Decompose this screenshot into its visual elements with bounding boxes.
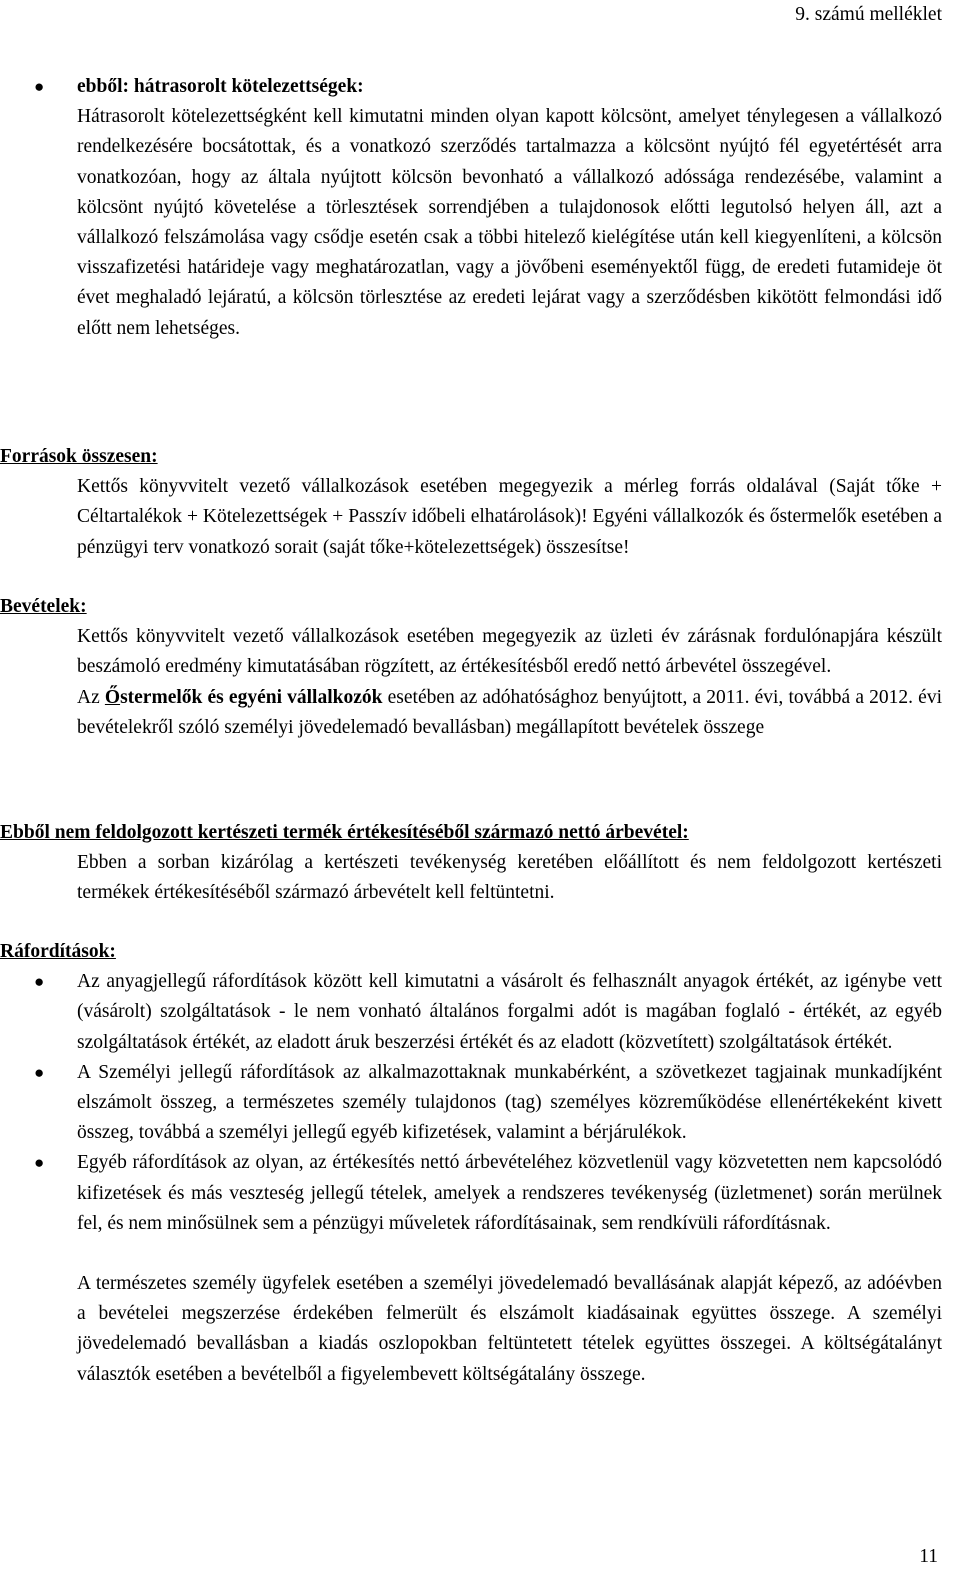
expenditures-bullet-1	[0, 967, 942, 1058]
expenditures-section	[0, 937, 960, 1390]
expenditures-closing: A természetes személy ügyfelek esetében a személyi jövedelemadó bevallásának alapját képező, az adóévben a bevételei megszerzése érdekében felmerült és elszámolt kiadásainak együttes összege. A személyi jövedelemadó bevallásban a kiadás oszlopokban feltüntetett tételek együttes összegei. A költségátalányt választók esetében a bevételből a figyelembevett költségátalány összege.	[77, 1273, 942, 1385]
page-number: 11	[919, 1546, 938, 1567]
revenues-body-2	[0, 683, 942, 743]
expenditures-bullet-3	[0, 1148, 942, 1239]
expenditures-heading: Ráfordítások:	[0, 941, 116, 962]
revenues-body-1: Kettős könyvvitelt vezető vállalkozások esetében megegyezik az üzleti év zárásnak fordulónapjára készült beszámoló eredmény kimutatásában rögzített, az értékesítésből eredő nettó árbevétel összegével.	[77, 626, 942, 678]
annex-label: 9. számú melléklet	[795, 4, 942, 25]
revenues-body-2-underlined: Ő	[104, 686, 121, 708]
horticulture-section	[0, 818, 960, 909]
subordinated-liabilities-section	[0, 72, 960, 344]
revenues-section	[0, 592, 960, 743]
bullet-icon: ●	[34, 1062, 45, 1082]
sources-total-section	[0, 442, 960, 563]
expenditures-bullet-2	[0, 1058, 942, 1149]
subordinated-liabilities-body: Hátrasorolt kötelezettségként kell kimutatni minden olyan kapott kölcsönt, amelyet ténylegesen a vállalkozó rendelkezésére bocsátottak, és a vonatkozó szerződés tartalmazza a kölcsönt nyújtó fél egyetértését arra vonatkozóan, hogy az általa nyújtott kölcsön bevonható a vállalkozó adóssága rendezésébe, valamint a kölcsönt nyújtó követelése a törlesztések sorrendjében a tulajdonosok előtti legutolsó helyen áll, azt a vállalkozó felszámolása vagy csődje esetén csak a többi hitelező kielégítése után kell kiegyenlíteni, a kölcsön visszafizetési határideje vagy meghatározatlan, vagy a jövőbeni eseményektől függ, de eredeti futamideje öt évet meghaladó lejáratú, a kölcsön törlesztése az eredeti lejárat vagy a szerződésben kikötött felmondási idő előtt nem lehetséges.	[77, 106, 942, 339]
subordinated-liabilities-item	[0, 72, 942, 344]
expenditures-bullet-3-text: Egyéb ráfordítások az olyan, az értékesítés nettó árbevételéhez közvetlenül vagy közvetetten nem kapcsolódó kifizetések és más veszteség jellegű tételek, amelyek a rendszeres tevékenység (üzletmenet) során merülnek fel, és nem minősülnek sem a pénzügyi műveletek ráfordításainak, sem rendkívüli ráfordításnak.	[77, 1152, 942, 1234]
subordinated-liabilities-title: ebből: hátrasorolt kötelezettségek:	[77, 76, 364, 97]
expenditures-bullet-1-text: Az anyagjellegű ráfordítások között kell kimutatni a vásárolt és felhasznált anyagok értékét, az igénybe vett (vásárolt) szolgáltatások - le nem vonható általános forgalmi adót is magában foglaló - értékét, az egyéb szolgáltatások értékét, az eladott áruk beszerzési értékét és az eladott (közvetített) szolgáltatások értékét.	[77, 971, 942, 1053]
revenues-heading: Bevételek:	[0, 596, 87, 617]
horticulture-body: Ebben a sorban kizárólag a kertészeti tevékenység keretében előállított és nem feldolgozott kertészeti termékek értékesítéséből származó árbevételt kell feltüntetni.	[77, 852, 942, 904]
sources-total-body: Kettős könyvvitelt vezető vállalkozások esetében megegyezik a mérleg forrás oldalával (Saját tőke + Céltartalékok + Kötelezettségek + Passzív időbeli elhatárolások)! Egyéni vállalkozók és őstermelők esetében a pénzügyi terv vonatkozó sorait (saját tőke+kötelezettségek) összesítse!	[77, 476, 942, 558]
horticulture-heading: Ebből nem feldolgozott kertészeti termék értékesítéséből származó nettó árbevétel:	[0, 822, 689, 843]
revenues-body-2-prefix: Az	[77, 686, 105, 708]
expenditures-bullet-2-text: A Személyi jellegű ráfordítások az alkalmazottaknak munkabérként, a szövetkezet tagjainak munkadíjként elszámolt összeg, a természetes személy tulajdonos (tag) személyes közreműködése ellenértékeként kivett összeg, továbbá a személyi jellegű egyéb kifizetések, valamint a bérjárulékok.	[77, 1061, 942, 1144]
bullet-icon: ●	[34, 77, 45, 96]
revenues-body-2-bold: stermelők és egyéni vállalkozók	[120, 686, 383, 708]
bullet-icon: ●	[34, 1153, 45, 1173]
revenues-body-2-rest: esetében az adóhatósághoz benyújtott, a 2011. évi, továbbá a 2012. évi bevételekről szóló személyi jövedelemadó bevallásban) megállapított bevételek összege	[77, 686, 942, 738]
bullet-icon: ●	[34, 972, 45, 992]
sources-total-heading: Források összesen:	[0, 446, 158, 467]
